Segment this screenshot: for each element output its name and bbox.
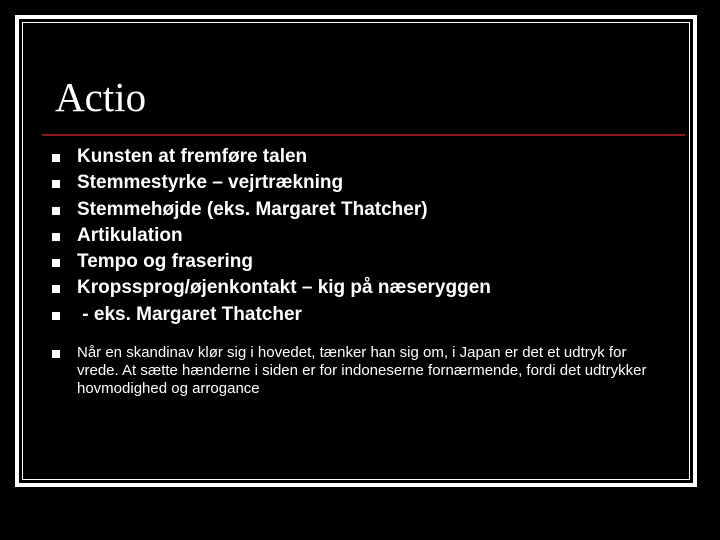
square-bullet-icon [52, 207, 60, 215]
bullet-list [48, 144, 668, 398]
square-bullet-icon [52, 312, 60, 320]
bullet-item [48, 275, 668, 301]
square-bullet-icon [52, 233, 60, 241]
bullet-item [48, 170, 668, 196]
bullet-item-note [48, 344, 668, 398]
bullet-text: Artikulation [77, 224, 183, 246]
bullet-text: Tempo og frasering [77, 251, 253, 273]
bullet-item [48, 223, 668, 249]
square-bullet-icon [52, 285, 60, 293]
bullet-text: Kunsten at fremføre talen [77, 146, 308, 167]
title-divider [42, 134, 685, 136]
bullet-text: Stemmestyrke – vejrtrækning [77, 172, 344, 194]
bullet-item [48, 302, 668, 328]
bullet-text: - eks. Margaret Thatcher [77, 303, 302, 325]
bullet-item [48, 144, 668, 170]
bullet-text: Stemmehøjde (eks. Margaret Thatcher) [77, 198, 428, 220]
square-bullet-icon [52, 154, 60, 162]
square-bullet-icon [52, 259, 60, 267]
bullet-item [48, 249, 668, 275]
slide-title: Actio [55, 74, 147, 120]
square-bullet-icon [52, 350, 60, 358]
bullet-note-text: Når en skandinav klør sig i hovedet, tænker han sig om, i Japan er det et udtryk for vrede. At sætte hænderne i siden er for indoneserne fornærmende, fordi det udtrykker hovmodighed og arrogance [77, 344, 647, 398]
square-bullet-icon [52, 180, 60, 188]
bullet-item [48, 197, 668, 223]
bullet-text: Kropssprog/øjenkontakt – kig på næseryggen [77, 277, 491, 299]
